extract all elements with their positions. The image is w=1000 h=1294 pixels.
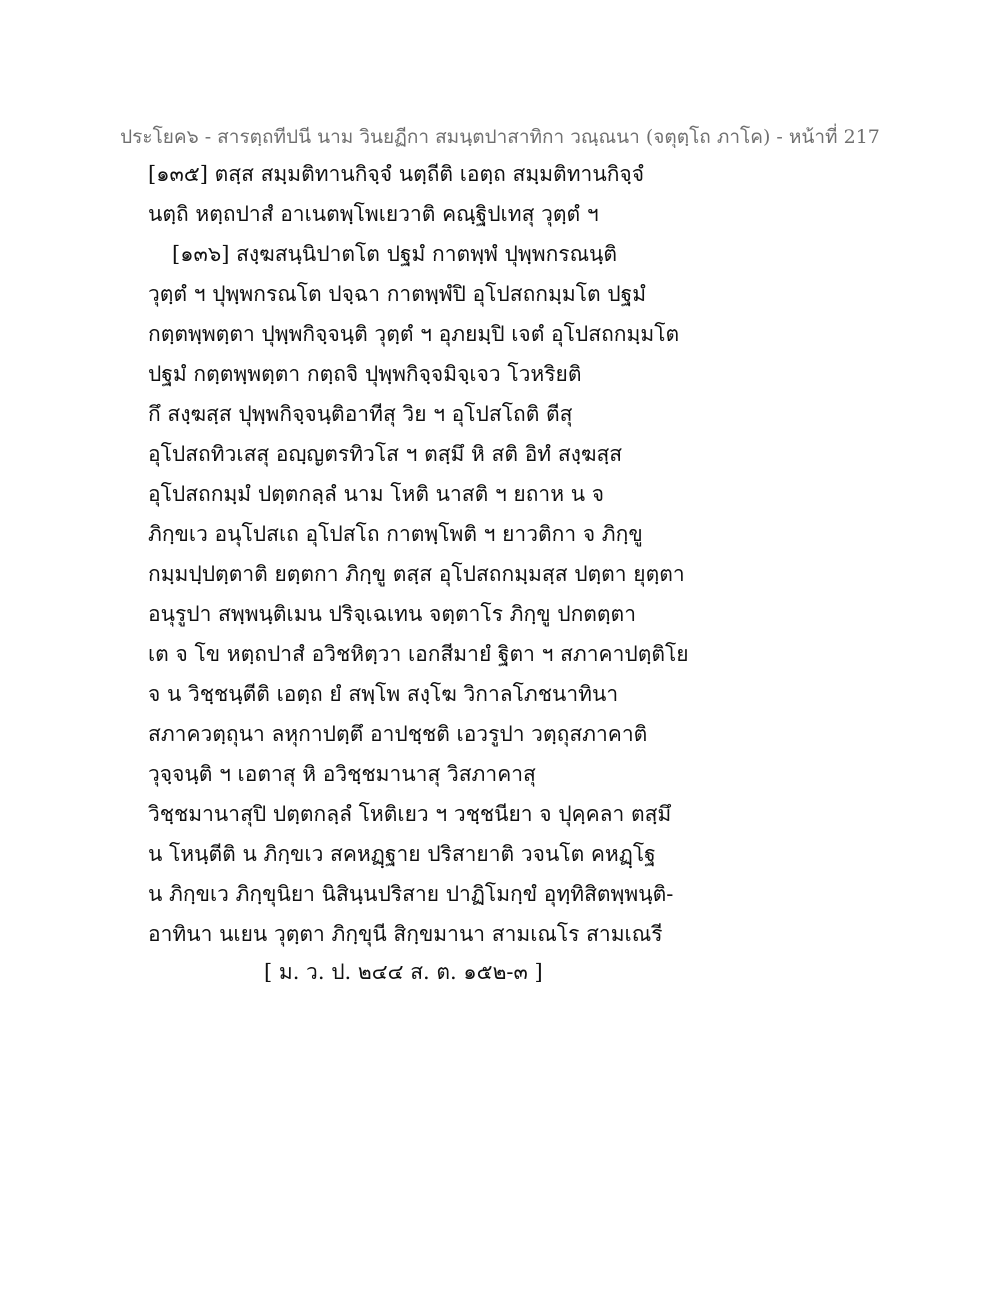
text-line: นตฺถิ หตฺถปาสํ อาเนตพฺโพเยวาติ คณฺฐิปเทสุ วุตฺตํ ฯ	[148, 202, 599, 226]
text-line: วุจฺจนฺติ ฯ เอตาสุ หิ อวิชฺชมานาสุ วิสภาคาสุ	[148, 762, 536, 786]
canon-reference: [ ม. ว. ป. ๒๔๔ ส. ต. ๑๕๒-๓ ]	[264, 960, 543, 984]
text-line: กึ สงฺฆสฺส ปุพฺพกิจฺจนฺติอาทีสุ วิย ฯ อุโปสโถติ ตีสุ	[148, 402, 573, 426]
text-line: ภิกฺขเว อนุโปสเถ อุโปสโถ กาตพฺโพติ ฯ ยาวติกา จ ภิกฺขู	[148, 522, 643, 546]
text-line: น ภิกฺขเว ภิกฺขุนิยา นิสินฺนปริสาย ปาฏิโมกฺขํ อุทฺทิสิตพฺพนฺติ-	[148, 882, 674, 906]
text-line: วุตฺตํ ฯ ปุพฺพกรณโต ปจฺฉา กาตพฺพํปิ อุโปสถกมฺมโต ปฐมํ	[148, 282, 647, 306]
text-line: อาทินา นเยน วุตฺตา ภิกฺขุนี สิกฺขมานา สามเณโร สามเณรี	[148, 922, 663, 946]
text-line: สภาควตฺถุนา ลหุกาปตฺตึ อาปชฺชติ เอวรูปา วตฺถุสภาคาติ	[148, 722, 648, 746]
body-text	[148, 158, 708, 958]
text-line: อนุรูปา สพฺพนฺติเมน ปริจฺเฉเทน จตฺตาโร ภิกฺขู ปกตตฺตา	[148, 602, 636, 626]
text-line: [๑๓๖] สงฺฆสนฺนิปาตโต ปฐมํ กาตพฺพํ ปุพฺพกรณนฺติ	[172, 242, 618, 266]
text-line: ปฐมํ กตฺตพฺพตฺตา กตฺถจิ ปุพฺพกิจฺจมิจฺเจว โวหริยติ	[148, 362, 582, 386]
text-line: วิชฺชมานาสุปิ ปตฺตกลฺลํ โหติเยว ฯ วชฺชนียา จ ปุคฺคลา ตสฺมึ	[148, 802, 672, 826]
text-line: อุโปสถทิวเสสุ อญฺญตรทิวโส ฯ ตสฺมึ หิ สติ อิทํ สงฺฆสฺส	[148, 442, 623, 466]
text-line: กมฺมปฺปตฺตาติ ยตฺตกา ภิกฺขู ตสฺส อุโปสถกมฺมสฺส ปตฺตา ยุตฺตา	[148, 562, 685, 586]
text-line: อุโปสถกมฺมํ ปตฺตกลฺลํ นาม โหติ นาสติ ฯ ยถาห น จ	[148, 482, 605, 506]
text-line: กตฺตพฺพตฺตา ปุพฺพกิจฺจนฺติ วุตฺตํ ฯ อุภยมฺปิ เจตํ อุโปสถกมฺมโต	[148, 322, 680, 346]
text-line: น โหนฺตีติ น ภิกฺขเว สคหฏฺฐาย ปริสายาติ วจนโต คหฏฺโฐ	[148, 842, 656, 866]
running-header: ประโยค๖ - สารตฺถทีปนี นาม วินยฏีกา สมนฺตปาสาทิกา วณฺณนา (จตุตฺโถ ภาโค) - หน้าที่ 217	[120, 126, 880, 148]
text-line: จ น วิชฺชนฺตีติ เอตฺถ ยํ สพฺโพ สงฺโฆ วิกาลโภชนาทินา	[148, 682, 619, 706]
text-line: [๑๓๕] ตสฺส สมฺมติทานกิจฺจํ นตฺถีติ เอตฺถ สมฺมติทานกิจฺจํ	[148, 162, 645, 186]
text-line: เต จ โข หตฺถปาสํ อวิชหิตฺวา เอกสีมายํ ฐิตา ฯ สภาคาปตฺติโย	[148, 642, 689, 666]
